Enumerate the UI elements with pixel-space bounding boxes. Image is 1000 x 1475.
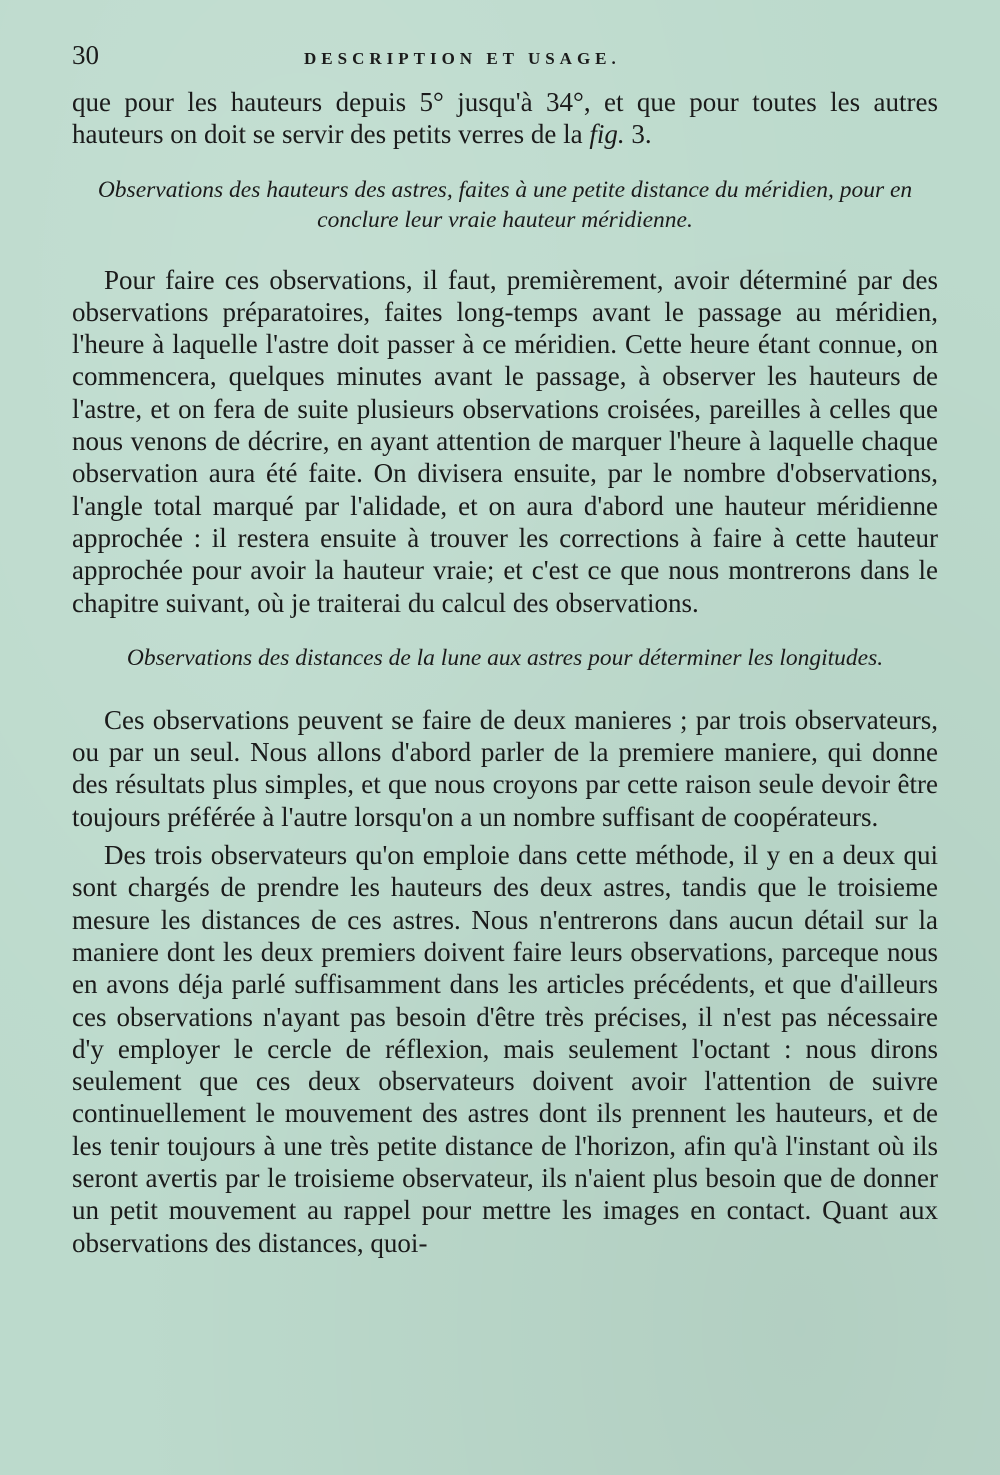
- paragraph-observation-methods: Ces observations peuvent se faire de deux manieres ; par trois observateurs, ou par un seul. Nous allons d'abord parler de la premiere maniere, qui donne des résultats plus simples, et que nous croyons par cette raison seule devoir être toujours préférée à l'autre lorsqu'on a un nombre suffisant de coopérateurs.: [72, 704, 938, 832]
- page-number: 30: [72, 40, 99, 70]
- paragraph-meridian-observations: Pour faire ces observations, il faut, premièrement, avoir déterminé par des observations préparatoires, faites long-temps avant le passage au méridien, l'heure à laquelle l'astre doit passer à ce méridien. Cette heure étant connue, on commencera, quelques minutes avant le passage, à observer les hauteurs de l'astre, et on fera de suite plusieurs observations croisées, pareilles à celles que nous venons de décrire, en ayant attention de marquer l'heure à laquelle chaque observation aura été faite. On divisera ensuite, par le nombre d'observations, l'angle total marqué par l'alidade, et on aura d'abord une hauteur méridienne approchée : il restera ensuite à trouver les corrections à faire à cette hauteur approchée pour avoir la hauteur vraie; et c'est ce que nous montrerons dans le chapitre suivant, où je traiterai du calcul des observations.: [72, 264, 938, 618]
- running-title: DESCRIPTION ET USAGE.: [304, 49, 621, 68]
- section-heading-lunar-distances: Observations des distances de la lune aux astres pour déterminer les longitudes.: [126, 644, 884, 671]
- section-heading-meridian: Observations des hauteurs des astres, faites à une petite distance du méridien, pour en conclure leur vraie hauteur méridienne.: [97, 176, 913, 233]
- figure-number: 3.: [631, 119, 652, 150]
- continued-text: que pour les hauteurs depuis 5° jusqu'à 34°, et que pour toutes les autres hauteurs on doit se servir des petits verres de la: [72, 87, 938, 150]
- paragraph-three-observers: Des trois observateurs qu'on emploie dans cette méthode, il y en a deux qui sont chargés de prendre les hauteurs des deux astres, tandis que le troisieme mesure les distances de ces astres. Nous n'entrerons dans aucun détail sur la maniere dont les deux premiers doivent faire leurs observations, parceque nous en avons déja parlé suffisamment dans les articles précédents, et que d'ailleurs ces observations n'ayant pas besoin d'être très précises, il n'est pas nécessaire d'y employer le cercle de réflexion, mais seulement l'octant : nous dirons seulement que ces deux observateurs doivent avoir l'attention de suivre continuellement le mouvement des astres dont ils prennent les hauteurs, et de les tenir toujours à une très petite distance de l'horizon, afin qu'à l'instant où ils seront avertis par le troisieme observateur, ils n'aient plus besoin que de donner un petit mouvement au rappel pour mettre les images en contact. Quant aux observations des distances, quoi-: [72, 840, 938, 1258]
- figure-reference: fig.: [589, 119, 625, 150]
- page-header: [72, 40, 938, 86]
- continued-paragraph: [72, 86, 938, 151]
